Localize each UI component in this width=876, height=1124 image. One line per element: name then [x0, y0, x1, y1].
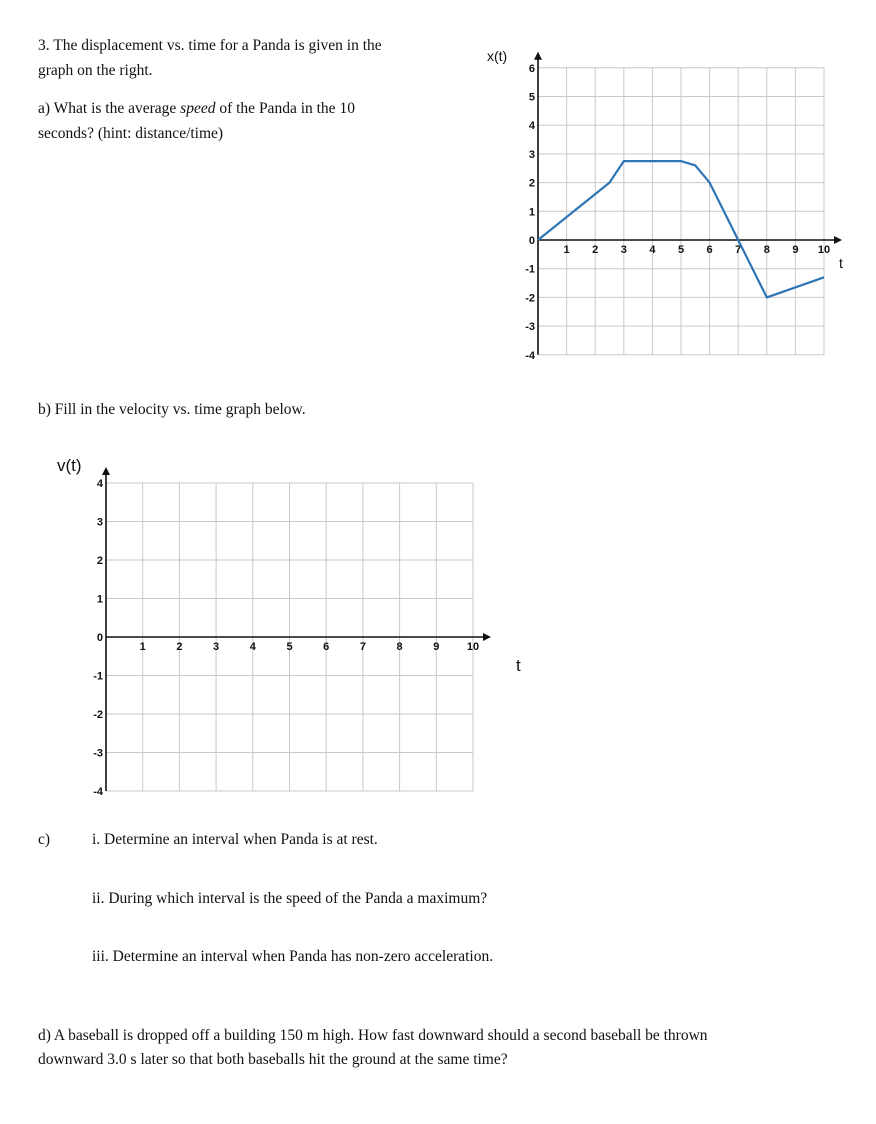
x-tick-label: 7: [359, 641, 366, 653]
y-tick-label: 2: [528, 177, 535, 190]
part-c-label: c): [38, 831, 51, 848]
part-b-prompt: b) Fill in the velocity vs. time graph below.: [38, 401, 306, 418]
x-tick-label: 2: [176, 641, 183, 653]
part-d-line1: d) A baseball is dropped off a building 150 m high. How fast downward should a second baseball be thrown: [38, 1027, 708, 1044]
x-tick-label: 10: [817, 244, 831, 256]
y-tick-label: 2: [96, 555, 103, 567]
part-c-ii: ii. During which interval is the speed of the Panda a maximum?: [92, 890, 488, 907]
x-tick-label: 3: [213, 641, 220, 653]
y-tick-label: 0: [96, 632, 103, 644]
y-axis-arrow: [102, 467, 110, 475]
part-d-line2: downward 3.0 s later so that both baseballs hit the ground at the same time?: [38, 1051, 508, 1068]
x-tick-label: 8: [396, 641, 403, 653]
part-c-iii: iii. Determine an interval when Panda has non-zero acceleration.: [92, 948, 494, 965]
chart-axes: [102, 467, 491, 791]
x-tick-label: 5: [286, 641, 293, 653]
part-a-line2: seconds? (hint: distance/time): [38, 125, 224, 142]
x-tick-label: 8: [763, 244, 770, 256]
x-axis-label: t: [839, 255, 843, 271]
part-a-text-pre: a) What is the average: [38, 100, 181, 117]
y-tick-label: 3: [528, 148, 535, 161]
y-axis-label: x(t): [487, 48, 508, 64]
x-tick-label: 5: [677, 244, 685, 256]
y-tick-label: -4: [93, 786, 103, 798]
x-tick-label: 9: [792, 244, 799, 256]
question-intro-line1: 3. The displacement vs. time for a Panda is given in the: [38, 37, 382, 54]
y-tick-label: 4: [528, 120, 535, 133]
y-tick-label: 6: [528, 62, 535, 75]
x-tick-label: 6: [706, 244, 713, 256]
y-tick-label: -1: [525, 263, 535, 276]
x-tick-label: 9: [433, 641, 440, 653]
y-tick-label: 0: [528, 235, 535, 247]
x-tick-label: 6: [323, 641, 330, 653]
x-tick-label: 1: [139, 641, 146, 653]
y-tick-label: 5: [528, 91, 535, 104]
y-tick-label: -3: [93, 747, 103, 760]
y-tick-label: 1: [96, 593, 103, 606]
y-tick-label: -2: [525, 292, 535, 305]
y-axis-label: v(t): [57, 456, 82, 475]
x-axis-label: t: [516, 656, 521, 675]
part-a-emphasis: speed: [180, 100, 216, 117]
y-tick-label: -3: [525, 321, 535, 334]
y-tick-label: -1: [93, 670, 103, 683]
x-tick-label: 1: [563, 244, 570, 256]
x-tick-label: 3: [620, 244, 627, 256]
x-tick-label: 10: [466, 641, 480, 653]
x-axis-arrow: [483, 633, 491, 641]
x-tick-label: 4: [249, 641, 256, 653]
y-tick-label: 3: [96, 516, 103, 529]
x-tick-label: 2: [592, 244, 599, 256]
part-c-i: i. Determine an interval when Panda is at rest.: [92, 831, 378, 848]
y-tick-label: -2: [93, 709, 103, 721]
y-tick-label: 1: [528, 206, 535, 219]
y-tick-label: 4: [96, 478, 103, 490]
part-a-text-post: of the Panda in the 10: [215, 100, 355, 117]
y-tick-label: -4: [525, 349, 535, 362]
x-tick-label: 4: [649, 244, 656, 256]
chart-tick-labels: [93, 478, 479, 798]
question-intro-line2: graph on the right.: [38, 62, 153, 79]
x-tick-label: 7: [735, 244, 742, 256]
